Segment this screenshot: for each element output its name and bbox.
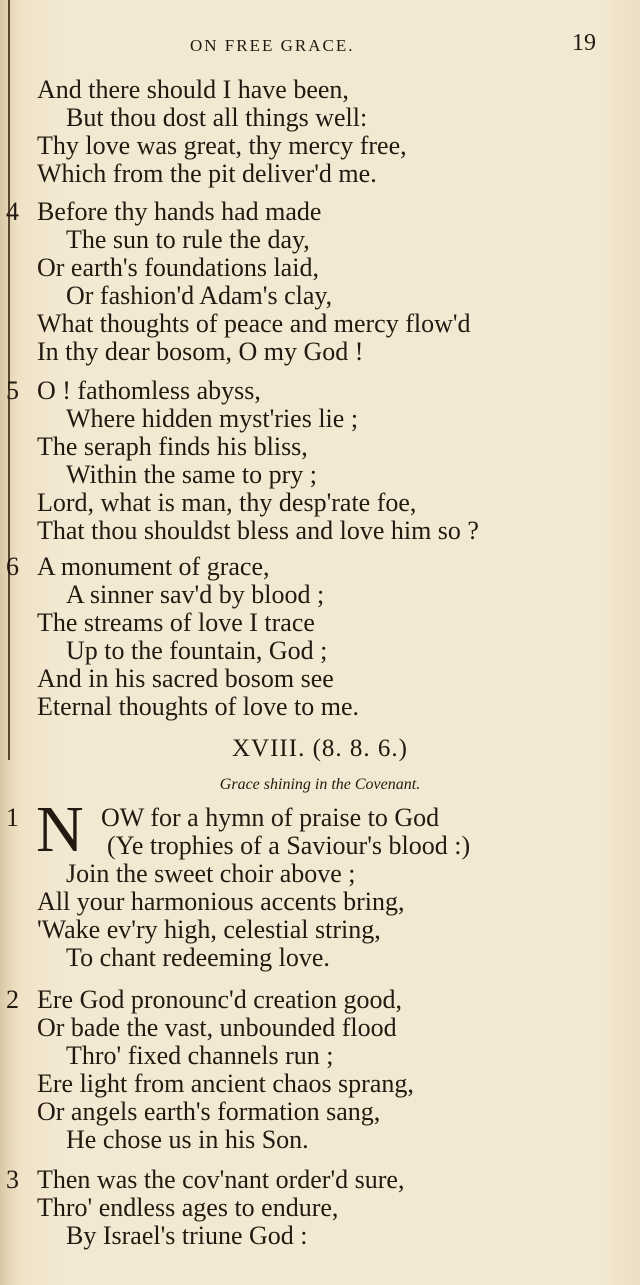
stanza-number: 2: [6, 985, 19, 1014]
verse-line: Lord, what is man, thy desp'rate foe,: [37, 488, 417, 517]
verse-line: But thou dost all things well:: [66, 103, 368, 132]
stanza-number: 4: [6, 197, 19, 226]
verse-line: By Israel's triune God :: [66, 1221, 308, 1250]
page-header: [0, 30, 640, 58]
verse-line: Or bade the vast, unbounded flood: [37, 1013, 397, 1042]
verse-line: All your harmonious accents bring,: [37, 887, 405, 916]
hymn-subtitle: Grace shining in the Covenant.: [219, 776, 421, 793]
verse-line: Or angels earth's formation sang,: [37, 1097, 381, 1126]
verse-line: Or earth's foundations laid,: [37, 253, 319, 282]
drop-cap: N: [36, 793, 84, 866]
verse-line: Up to the fountain, God ;: [66, 636, 328, 665]
stanza-number: 5: [6, 376, 19, 405]
verse-line: The sun to rule the day,: [66, 225, 310, 254]
verse-line: Thro' fixed channels run ;: [66, 1041, 334, 1070]
verse-line: And there should I have been,: [37, 75, 349, 104]
verse-line: A monument of grace,: [37, 552, 270, 581]
verse-line: Before thy hands had made: [37, 197, 322, 226]
verse-line: In thy dear bosom, O my God !: [37, 337, 364, 366]
running-head: ON FREE GRACE.: [190, 36, 355, 55]
verse-line: Or fashion'd Adam's clay,: [66, 281, 333, 310]
verse-line: Thy love was great, thy mercy free,: [37, 131, 407, 160]
verse-line: Then was the cov'nant order'd sure,: [37, 1165, 405, 1194]
verse-line: O ! fathomless abyss,: [37, 376, 261, 405]
hymn-title: XVIII. (8. 8. 6.): [232, 735, 408, 762]
verse-line: Thro' endless ages to endure,: [37, 1193, 339, 1222]
verse-line: Within the same to pry ;: [66, 460, 317, 489]
verse-line: (Ye trophies of a Saviour's blood :): [107, 831, 471, 860]
verse-line: A sinner sav'd by blood ;: [66, 580, 325, 609]
verse-line: Join the sweet choir above ;: [66, 859, 356, 888]
verse-line: Ere light from ancient chaos sprang,: [37, 1069, 414, 1098]
stanza-number: 6: [6, 552, 19, 581]
verse-line: Eternal thoughts of love to me.: [37, 692, 360, 721]
verse-line: Where hidden myst'ries lie ;: [66, 404, 359, 433]
verse-line: 'Wake ev'ry high, celestial string,: [37, 915, 381, 944]
page-number: 19: [572, 30, 596, 56]
verse-line: Ere God pronounc'd creation good,: [37, 985, 402, 1014]
verse-line: The streams of love I trace: [37, 608, 315, 637]
verse-line: And in his sacred bosom see: [37, 664, 334, 693]
stanza-number: 1: [6, 803, 19, 832]
verse-line: What thoughts of peace and mercy flow'd: [37, 309, 471, 338]
verse-line: The seraph finds his bliss,: [37, 432, 308, 461]
stanza-number: 3: [6, 1165, 19, 1194]
verse-line: To chant redeeming love.: [66, 943, 330, 972]
verse-line: OW for a hymn of praise to God: [101, 803, 440, 832]
verse-line: Which from the pit deliver'd me.: [37, 159, 377, 188]
verse-line: He chose us in his Son.: [66, 1125, 309, 1154]
verse-line: That thou shouldst bless and love him so ?: [37, 516, 479, 545]
